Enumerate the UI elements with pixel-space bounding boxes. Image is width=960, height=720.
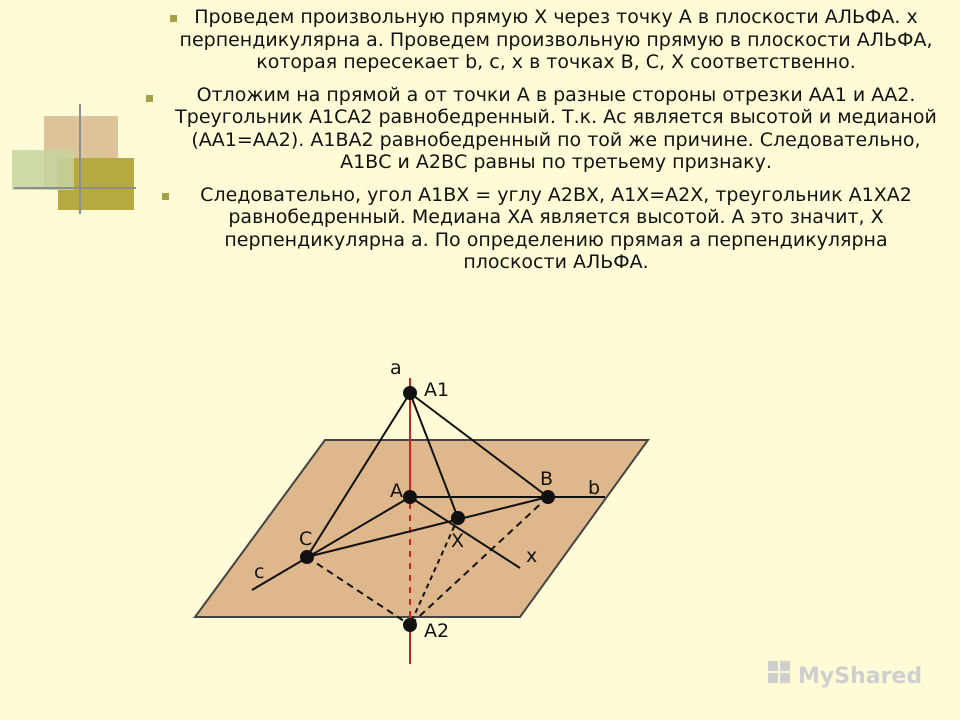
bullet-text: Отложим на прямой а от точки А в разные стороны отрезки АА1 и АА2. Треугольник А1СА2 равнобедренный. Т.к. Ас является высотой и медианой (АА1=АА2). А1ВА2 равнобедренный по той же причине. Следовательно, А1ВС и А2ВС равны по третьему признаку. bbox=[175, 83, 937, 173]
label-x: x bbox=[526, 545, 538, 567]
myshared-logo-icon bbox=[768, 655, 928, 691]
point-A1 bbox=[403, 386, 417, 400]
point-X bbox=[451, 511, 465, 525]
label-C: C bbox=[299, 528, 313, 550]
label-a: a bbox=[390, 357, 402, 379]
label-A2: A2 bbox=[424, 620, 450, 642]
point-C bbox=[300, 550, 314, 564]
point-A bbox=[403, 490, 417, 504]
label-X: X bbox=[451, 530, 465, 552]
label-c: c bbox=[254, 561, 265, 583]
label-A1: A1 bbox=[424, 379, 450, 401]
watermark-logo bbox=[768, 655, 928, 695]
label-b: b bbox=[588, 477, 601, 499]
bullet-text: Проведем произвольную прямую Х через точку А в плоскости АЛЬФА. x перпендикулярна а. Проведем произвольную прямую в плоскости АЛЬФА, которая пересекает b, c, x в точках В, С, Х соответственно. bbox=[179, 6, 933, 73]
label-B: B bbox=[540, 468, 554, 490]
watermark-text: MyShared bbox=[798, 664, 923, 689]
label-A: A bbox=[390, 480, 403, 502]
point-A2 bbox=[403, 618, 417, 632]
point-B bbox=[541, 490, 555, 504]
bullet-text: Следовательно, угол А1ВХ = углу А2ВХ, А1Х=А2Х, треугольник А1ХА2 равнобедренный. Медиана ХА является высотой. А это значит, Х перпендикулярна а. По определению прямая а перпендикулярна плоскости АЛЬФА. bbox=[200, 183, 912, 273]
